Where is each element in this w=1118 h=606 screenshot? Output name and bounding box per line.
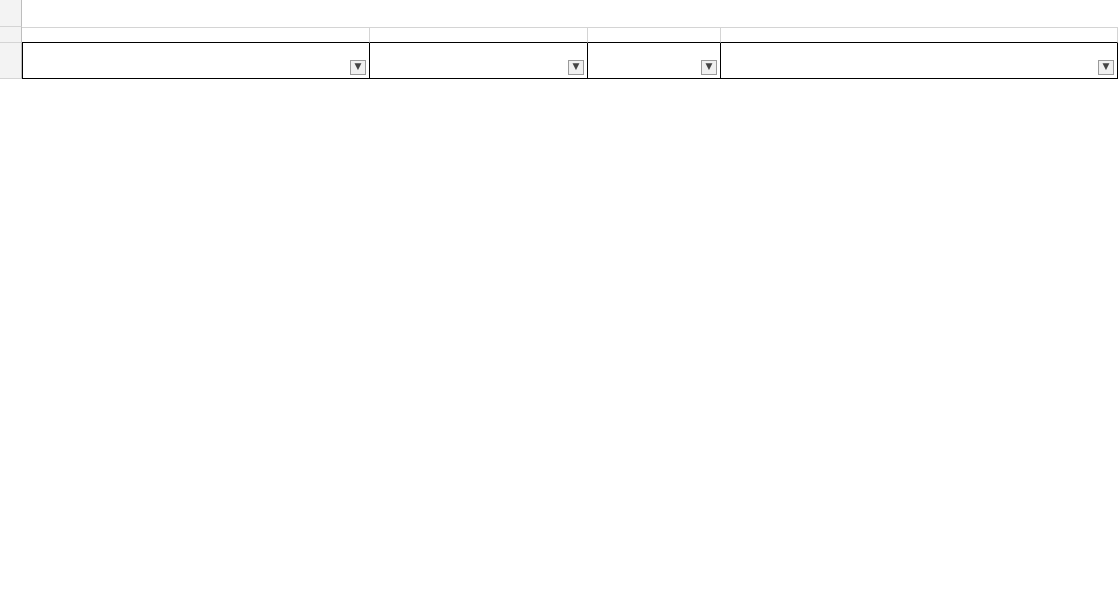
header-salary[interactable] bbox=[588, 43, 721, 79]
blank-row bbox=[22, 27, 1118, 43]
row-header-4[interactable] bbox=[0, 43, 22, 79]
row-header-2[interactable] bbox=[0, 0, 22, 27]
blank-cell[interactable] bbox=[721, 27, 1118, 43]
filter-dropdown-icon[interactable]: ▼ bbox=[568, 60, 584, 75]
blank-cell[interactable] bbox=[370, 27, 588, 43]
blank-cell[interactable] bbox=[22, 27, 370, 43]
title-row bbox=[22, 0, 1118, 28]
header-position[interactable] bbox=[370, 43, 588, 79]
filter-dropdown-icon[interactable]: ▼ bbox=[1098, 60, 1114, 75]
header-row bbox=[22, 43, 1118, 79]
filter-dropdown-icon[interactable]: ▼ bbox=[701, 60, 717, 75]
header-location[interactable] bbox=[721, 43, 1118, 79]
filter-dropdown-icon[interactable]: ▼ bbox=[350, 60, 366, 75]
row-header-3[interactable] bbox=[0, 27, 22, 43]
header-employer[interactable] bbox=[22, 43, 370, 79]
blank-cell[interactable] bbox=[588, 27, 721, 43]
